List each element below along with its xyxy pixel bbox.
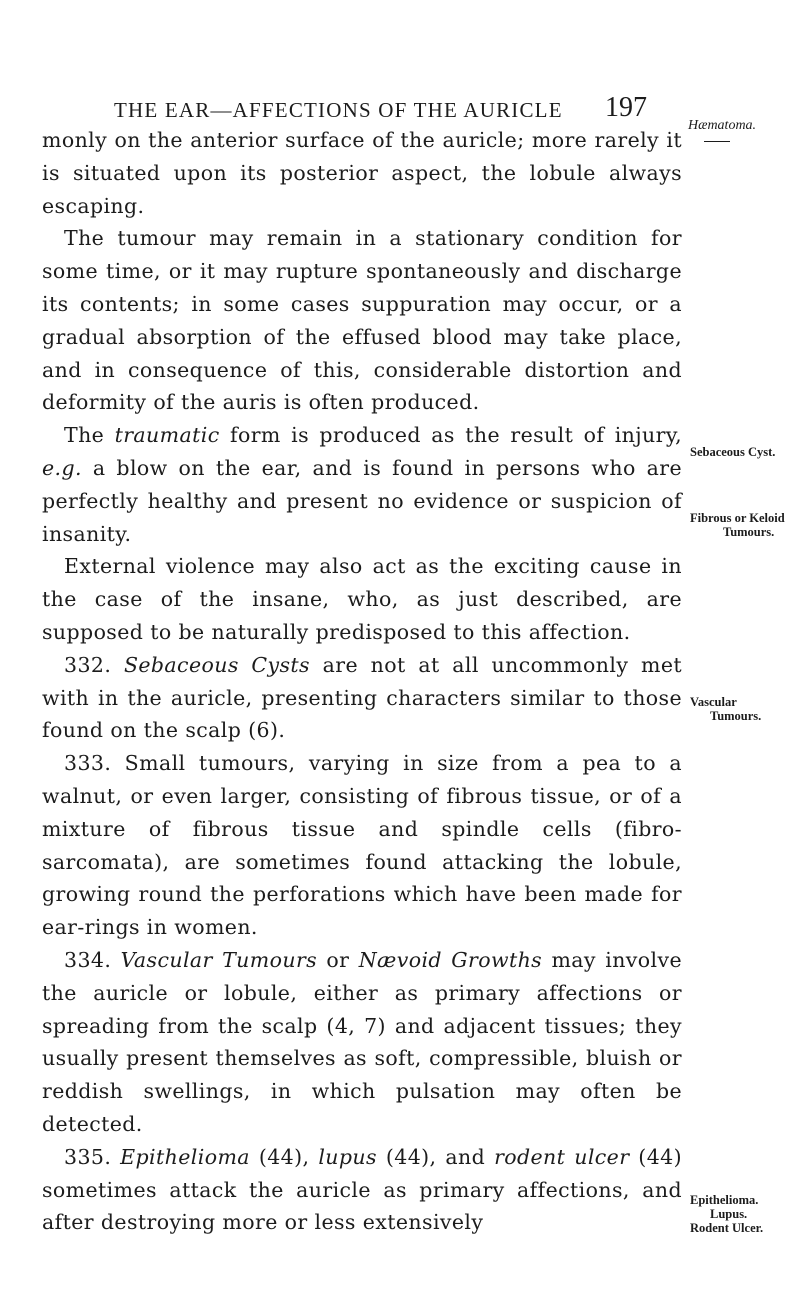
paragraph-p4 <box>42 550 682 648</box>
italic-term: lupus <box>318 1144 377 1169</box>
paragraph-p8 <box>42 1141 682 1239</box>
margin-heading-rule <box>704 141 730 142</box>
paragraph-p3 <box>42 419 682 550</box>
text-segment: a blow on the ear, and is found in persons who are perfectly healthy and present no evidence or suspicion of insanity. <box>42 455 682 546</box>
text-segment: The tumour may remain in a stationary condition for some time, or it may rupture spontaneously and discharge its contents; in some cases suppuration may occur, or a gradual absorption of the effused blood may take place, and in consequence of this, considerable distortion and deformity of the auris is often produced. <box>42 226 682 415</box>
side-note-line: Sebaceous Cyst. <box>690 445 776 459</box>
side-note-vascular <box>690 695 800 723</box>
italic-term: traumatic <box>114 423 220 448</box>
side-note-sebaceous <box>690 445 800 459</box>
italic-term: Vascular Tumours <box>120 947 318 972</box>
text-segment: 333. Small tumours, varying in size from a pea to a walnut, or even larger, consisting of fibrous tissue, or of a mixture of fibrous tissue and spindle cells (fibro-sarcomata), are sometimes found attacking the lobule, growing round the perforations which have been made for ear-rings in women. <box>42 751 682 940</box>
paragraph-p5 <box>42 649 682 747</box>
text-segment: may involve the auricle or lobule, either as primary affections or spreading from the scalp (4, 7) and adjacent tissues; they usually present themselves as soft, compressible, bluish or reddish swellings, in which pulsation may often be detected. <box>42 947 683 1136</box>
side-note-fibrous <box>690 511 800 539</box>
text-segment: 332. <box>64 652 124 677</box>
paragraph-p1 <box>42 124 682 222</box>
text-segment: or <box>317 947 359 972</box>
italic-term: e.g. <box>42 455 82 480</box>
side-note-line: Tumours. <box>723 525 775 539</box>
side-note-line: Vascular <box>690 695 737 709</box>
paragraph-p2 <box>42 222 682 419</box>
text-segment: 334. <box>64 947 121 972</box>
side-note-line: Epithelioma. <box>690 1193 759 1207</box>
text-segment: form is produced as the result of injury, <box>219 423 683 448</box>
italic-term: rodent ulcer <box>494 1144 630 1169</box>
body-text <box>42 124 682 1239</box>
side-note-epithelioma <box>690 1193 800 1235</box>
text-segment: External violence may also act as the exciting cause in the case of the insane, who, as just described, are supposed to be naturally predisposed to this affection. <box>42 554 682 644</box>
text-segment: (44) sometimes attack the auricle as primary affections, and after destroying more or less extensively <box>42 1144 682 1235</box>
text-segment: 335. <box>64 1144 121 1169</box>
paragraph-p6 <box>42 747 682 944</box>
text-segment: monly on the anterior surface of the auricle; more rarely it is situated upon its posterior aspect, the lobule always escaping. <box>42 128 682 218</box>
side-note-line: Rodent Ulcer. <box>690 1221 764 1235</box>
text-segment: The <box>64 423 115 448</box>
side-note-line: Lupus. <box>710 1207 748 1221</box>
side-note-line: Tumours. <box>710 709 762 723</box>
text-segment: are not at all uncommonly met with in the auricle, presenting characters similar to those found on the scalp (6). <box>42 652 682 743</box>
italic-term: Sebaceous Cysts <box>123 652 310 677</box>
italic-term: Nævoid Growths <box>358 947 543 972</box>
side-note-line: Fibrous or Keloid <box>690 511 785 525</box>
paragraph-p7 <box>42 944 682 1141</box>
margin-heading: Hæmatoma. <box>688 118 757 133</box>
page-number: 197 <box>605 92 647 123</box>
text-segment: (44), <box>249 1144 319 1169</box>
italic-term: Epithelioma <box>120 1144 250 1169</box>
text-segment: (44), and <box>376 1144 495 1169</box>
running-title: THE EAR—AFFECTIONS OF THE AURICLE <box>114 98 563 122</box>
